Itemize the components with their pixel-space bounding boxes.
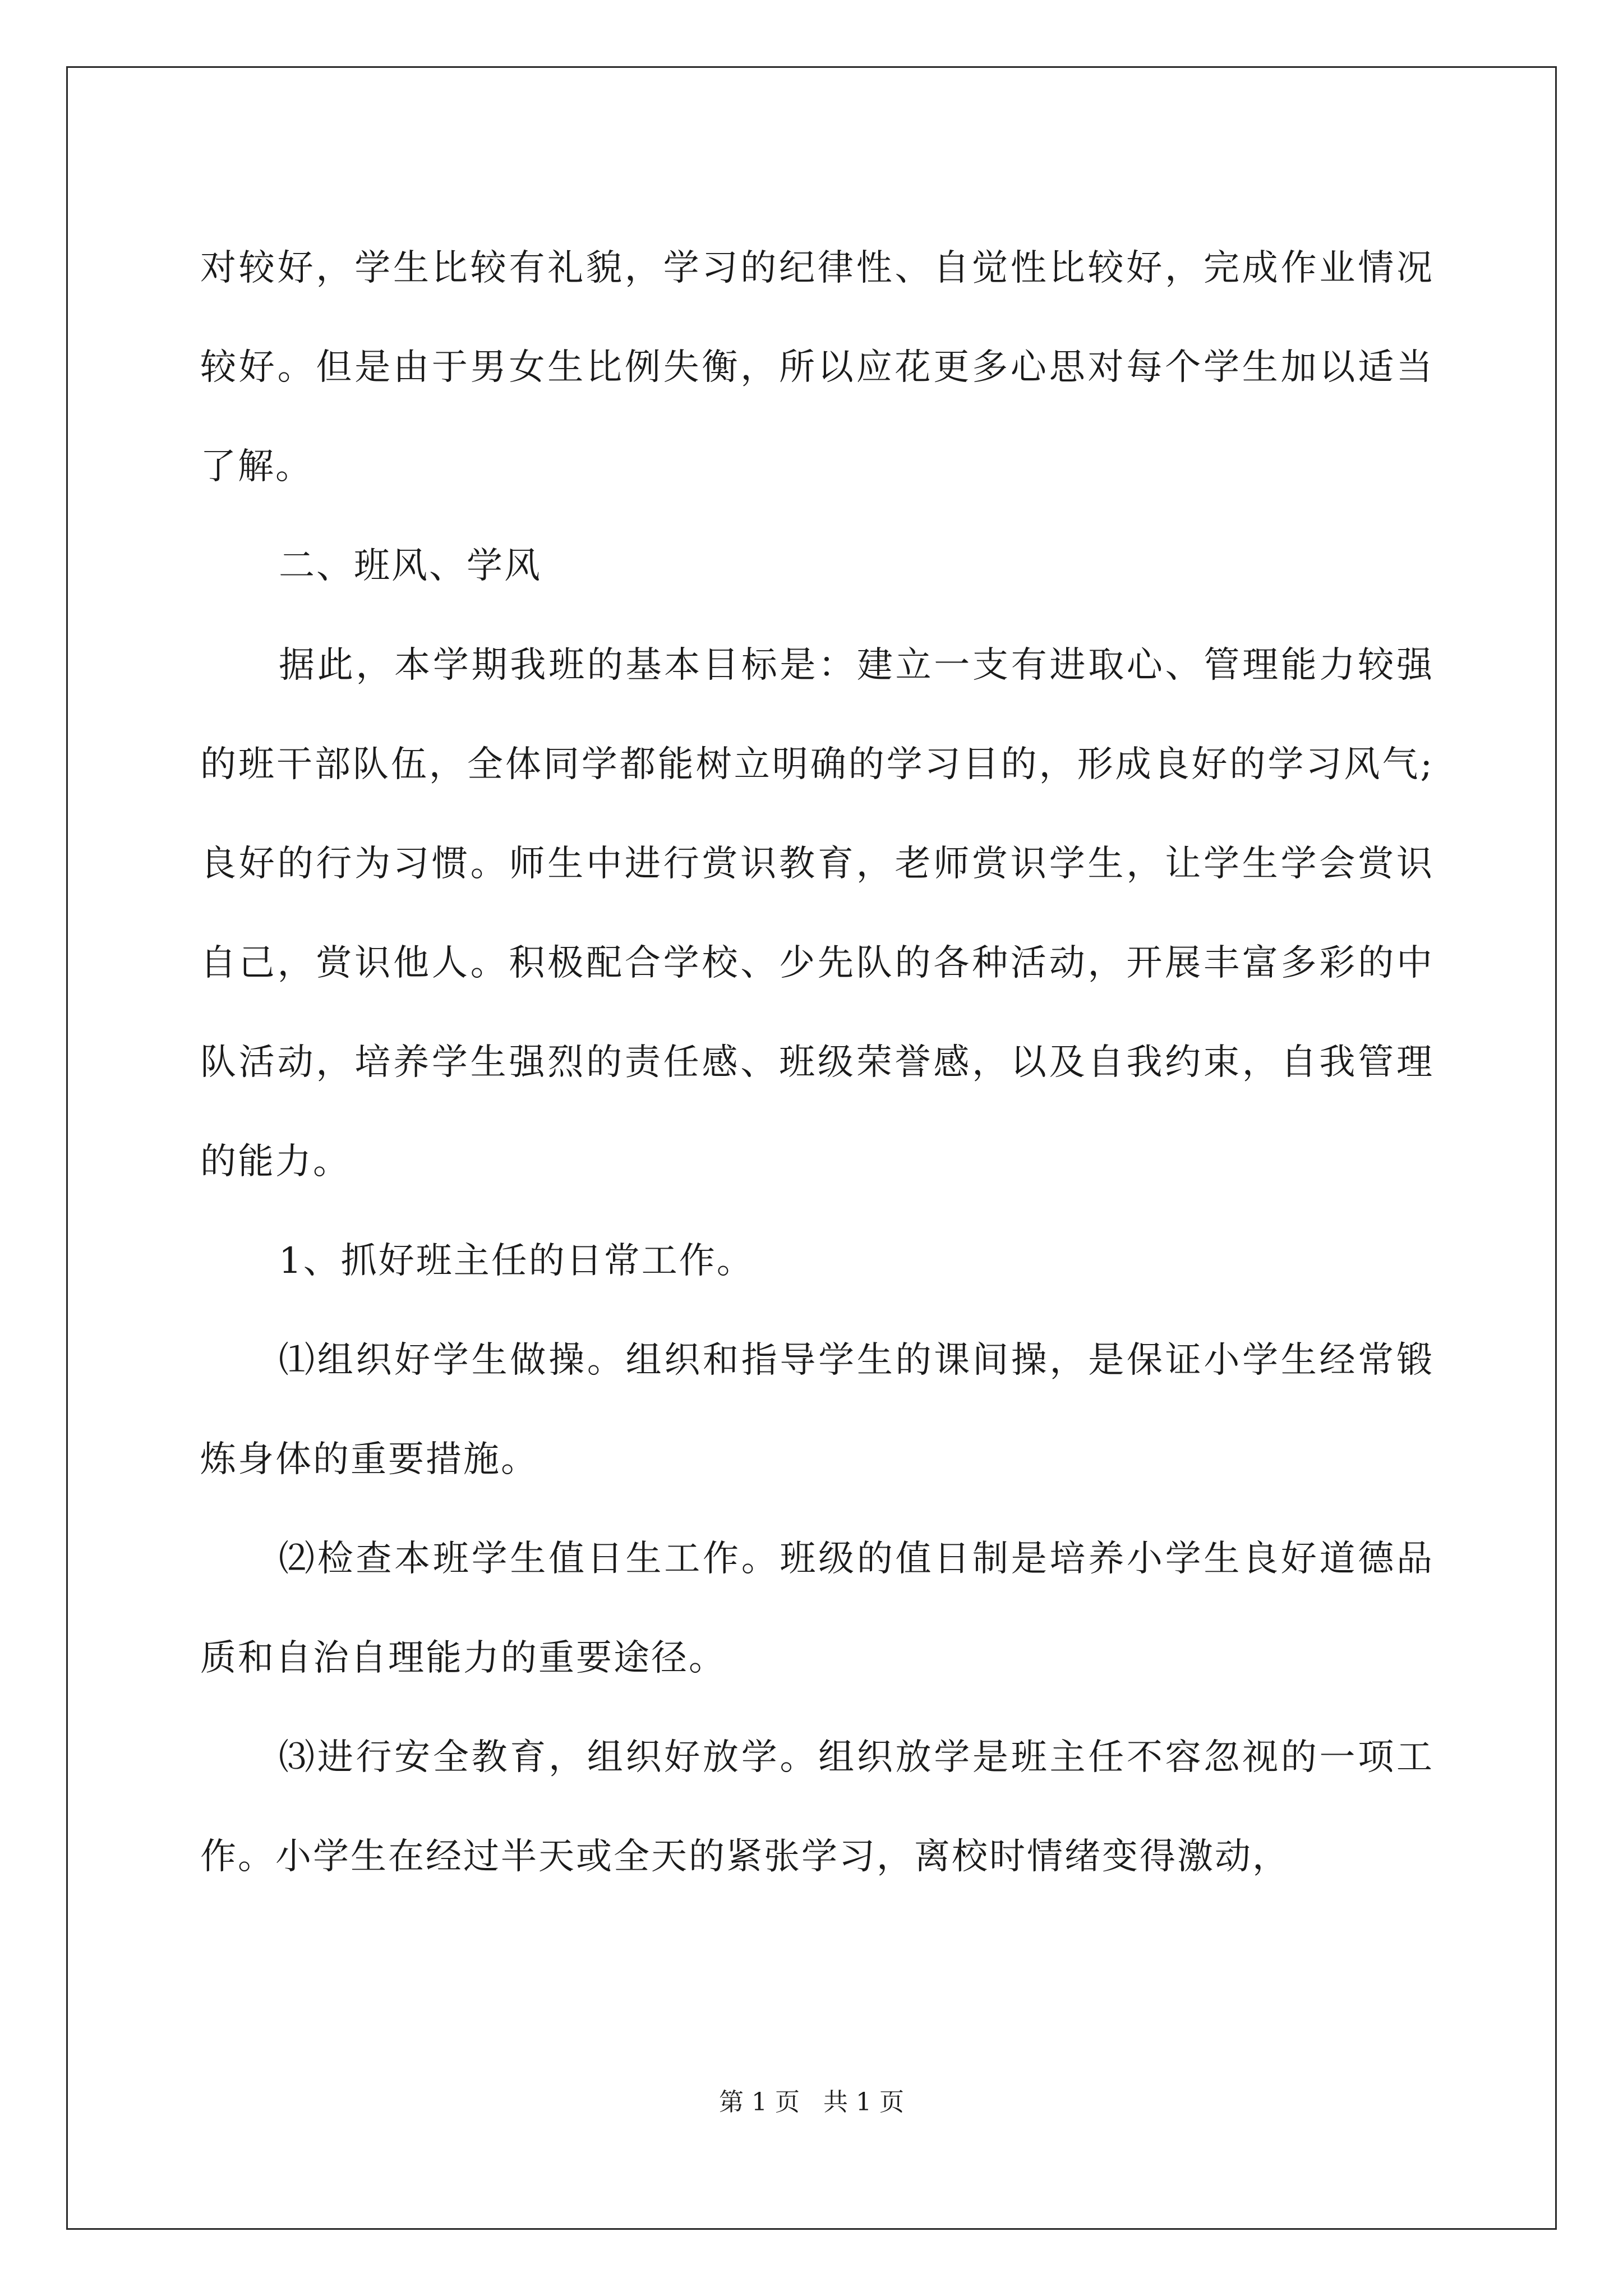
list-item-safety: ⑶进行安全教育，组织好放学。组织放学是班主任不容忽视的一项工作。小学生在经过半天或全天的紧张学习，离校时情绪变得激动， [200, 1737, 1434, 1878]
list-item-exercise: ⑴组织好学生做操。组织和指导学生的课间操，是保证小学生经常锻炼身体的重要措施。 [200, 1340, 1434, 1480]
page-footer [0, 2086, 1623, 2119]
list-heading-daily-work: 1、抓好班主任的日常工作。 [279, 1240, 754, 1282]
paragraph-goals: 据此，本学期我班的基本目标是：建立一支有进取心、管理能力较强的班干部队伍，全体同学都能树立明确的学习目的，形成良好的学习风气;良好的行为习惯。师生中进行赏识教育，老师赏识学生，让学生学会赏识自己，赏识他人。积极配合学校、少先队的各种活动，开展丰富多彩的中队活动，培养学生强烈的责任感、班级荣誉感，以及自我约束，自我管理的能力。 [200, 645, 1434, 1182]
list-item-duty-check: ⑵检查本班学生值日生工作。班级的值日制是培养小学生良好道德品质和自治自理能力的重要途径。 [200, 1538, 1434, 1679]
page-number: 第 1 页 共 1 页 [719, 2088, 904, 2116]
document-body [200, 219, 1434, 1907]
section-heading-class-style: 二、班风、学风 [279, 545, 542, 587]
paragraph-continuation: 对较好，学生比较有礼貌，学习的纪律性、自觉性比较好，完成作业情况较好。但是由于男女生比例失衡，所以应花更多心思对每个学生加以适当了解。 [200, 247, 1434, 487]
